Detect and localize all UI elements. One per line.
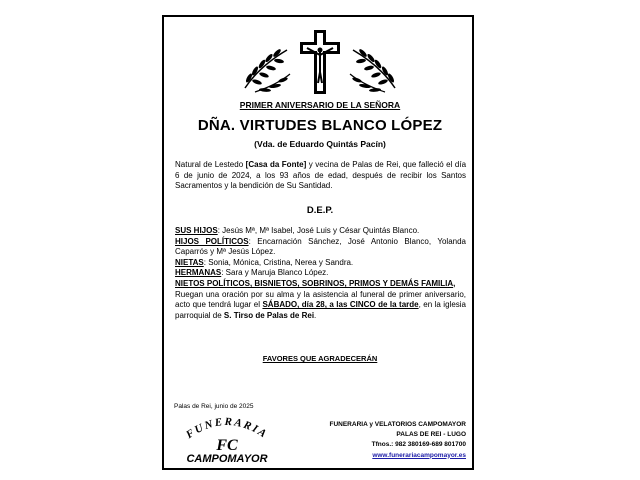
dep-label: D.E.P.: [306, 205, 334, 216]
right-palm-icon: [350, 48, 395, 92]
widow-note: (Vda. de Eduardo Quintás Pacín): [254, 139, 386, 149]
cross-emblem: [235, 28, 405, 96]
family-text: : Sara y Maruja Blanco López.: [221, 268, 329, 278]
funeral-date: SÁBADO, día 28, a las CINCO de la tarde: [262, 300, 419, 310]
family-entry: [175, 268, 466, 279]
intro-paragraph: [175, 160, 466, 192]
logo-monogram: FC: [216, 437, 238, 454]
closing-text-1: Ruegan una oración por su alma y la asistencia al funeral de primer aniversario, acto que tendrá lugar el: [175, 289, 466, 310]
family-label: SUS HIJOS: [175, 226, 218, 235]
family-text: : Jesús Mª, Mª Isabel, José Luis y César Quintás Blanco.: [217, 226, 420, 235]
family-entry: [175, 258, 466, 269]
closing-text-3: .: [314, 310, 317, 320]
house-name: [Casa da Fonte]: [245, 160, 307, 169]
family-text: : Sonia, Mónica, Cristina, Nerea y Sandra.: [203, 257, 354, 267]
anniversary-heading: PRIMER ANIVERSARIO DE LA SEÑORA: [239, 100, 401, 110]
funeraria-website-link[interactable]: www.funerariacampomayor.es: [372, 451, 466, 459]
logo-name: CAMPOMAYOR: [186, 453, 268, 465]
family-text: ,: [453, 278, 456, 288]
church-name: S. Tirso de Palas de Rei: [223, 310, 315, 320]
family-label: NIETOS POLÍTICOS, BISNIETOS, SOBRINOS, PRIMOS Y DEMÁS FAMILIA: [175, 278, 454, 288]
family-entry: [175, 237, 466, 258]
family-label: NIETAS: [175, 257, 204, 267]
favores-note: FAVORES QUE AGRADECERÁN: [262, 354, 378, 363]
left-palm-icon: [245, 48, 290, 92]
funeraria-logo: [170, 410, 285, 465]
intro-text-1: Natural de Lestedo: [175, 160, 246, 169]
family-entry: [175, 279, 466, 290]
closing-text-2: , en la iglesia parroquial de: [175, 300, 466, 320]
logo-arc-text: FUNERARIA: [183, 415, 271, 442]
crucifix-icon: [300, 30, 340, 94]
family-list: [175, 226, 466, 321]
funeraria-location: PALAS DE REI - LUGO: [396, 431, 466, 439]
funeraria-phones: Tfnos.: 982 380169-689 801700: [371, 441, 466, 449]
family-text: : Encarnación Sánchez, José Antonio Blanco, Yolanda Caparrós y Mª Jesús López.: [175, 236, 467, 257]
deceased-name: DÑA. VIRTUDES BLANCO LÓPEZ: [197, 117, 443, 134]
intro-text-2: y vecina de Palas de Rei, que falleció el día 6 de junio de 2024, a los 93 años de edad, después de recibir los Santos Sacramentos y la bendición de Su Santidad.: [175, 160, 467, 191]
closing-paragraph: [175, 290, 466, 322]
family-label: HIJOS POLÍTICOS: [175, 236, 249, 246]
funeraria-contact: [329, 420, 466, 461]
family-entry: [175, 226, 466, 237]
funeraria-name: FUNERARIA y VELATORIOS CAMPOMAYOR: [329, 421, 466, 428]
place-date: Palas de Rei, junio de 2025: [174, 403, 254, 410]
family-label: HERMANAS: [175, 268, 222, 278]
